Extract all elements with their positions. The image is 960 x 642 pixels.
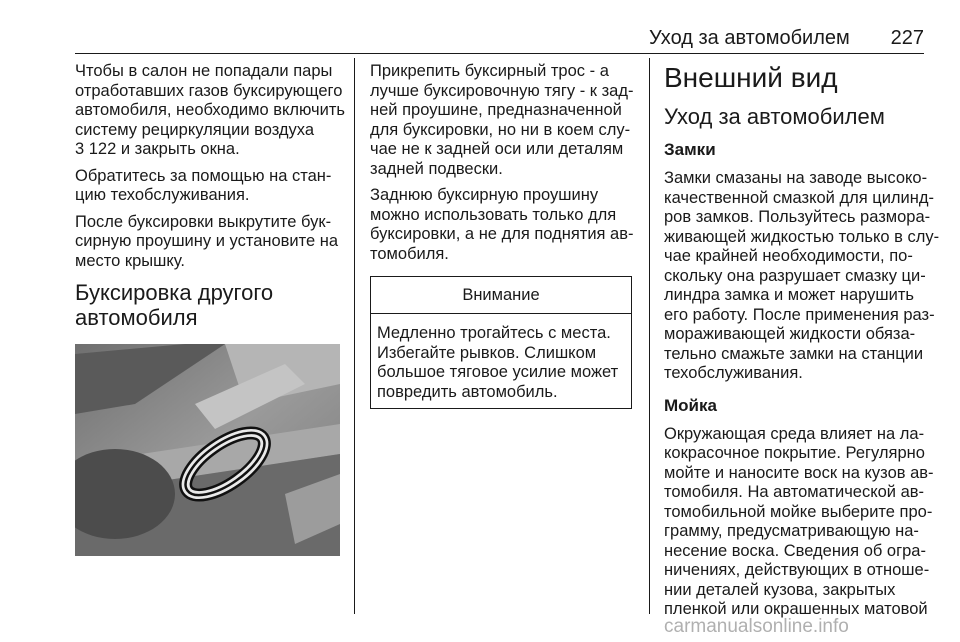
column-1 (75, 62, 346, 556)
column-divider-2 (649, 58, 650, 614)
paragraph-rear-towing-eye: Заднюю буксирную проушину можно использовать только для буксировки, а не для поднятия ав- томобиля. (370, 186, 634, 263)
subheading-washing: Мойка (664, 395, 717, 415)
towing-eye-illustration (75, 344, 340, 556)
subheading-locks: Замки (664, 140, 716, 159)
paragraph-locks: Замки смазаны на заводе высоко- качественной смазкой для цилинд- ров замков. Пользуйтесь размора- живающей жидкостью только в слу- чае крайней необходимости, по- скольку она разрушает смазку ци- линдра замка и может нарушить его работу. После применения раз- мораживающей жидкости обяза- тельно смажьте замки на станции техобслуживания. (664, 169, 940, 382)
towing-eye-photo (75, 344, 340, 556)
section-heading-towing-other: Буксировка другого автомобиля (75, 280, 274, 330)
paragraph-recirculation: Чтобы в салон не попадали пары отработавших газов буксирующего автомобиля, необходимо включить систему рециркуляции воздуха 3 122 и закрыть окна. (75, 62, 346, 158)
paragraph-after-towing: После буксировки выкрутите бук- сирную проушину и установите на место крышку. (75, 212, 339, 270)
running-title: Уход за автомобилем (649, 27, 850, 49)
page-header (75, 0, 924, 52)
caution-title: Внимание (371, 277, 631, 314)
page-reference[interactable]: 3 122 и закрыть окна. (75, 140, 240, 158)
caution-body: Медленно трогайтесь с места. Избегайте рывков. Слишком большое тяговое усилие может повредить автомобиль. (377, 324, 619, 401)
column-3 (664, 62, 940, 627)
paragraph-attach-tow-rope: Прикрепить буксирный трос - а лучше буксировочную тягу - к зад- ней проушине, предназначенной для буксировки, но ни в коем слу- чае не к задней оси или деталям задней подвески. (370, 62, 634, 178)
paragraph-service-station: Обратитесь за помощью на стан- цию техобслуживания. (75, 166, 332, 204)
column-2 (370, 62, 632, 409)
page-number: 227 (890, 27, 924, 49)
paragraph-washing: Окружающая среда влияет на ла- кокрасочное покрытие. Регулярно мойте и наносите воск на кузов ав- томобиля. На автоматической ав- томобильной мойке выберите про- грамму, предусматривающую на- несение воска. Сведения об огра- ничениях, действующих в отноше- нии деталей кузова, закрытых пленкой или окрашенных матовой (664, 424, 934, 618)
header-rule (75, 53, 924, 54)
section-heading-care: Уход за автомобилем (664, 104, 885, 129)
caution-box (370, 276, 632, 409)
chapter-heading: Внешний вид (664, 62, 838, 93)
watermark: carmanualsonline.info (664, 616, 849, 637)
column-divider-1 (354, 58, 355, 614)
